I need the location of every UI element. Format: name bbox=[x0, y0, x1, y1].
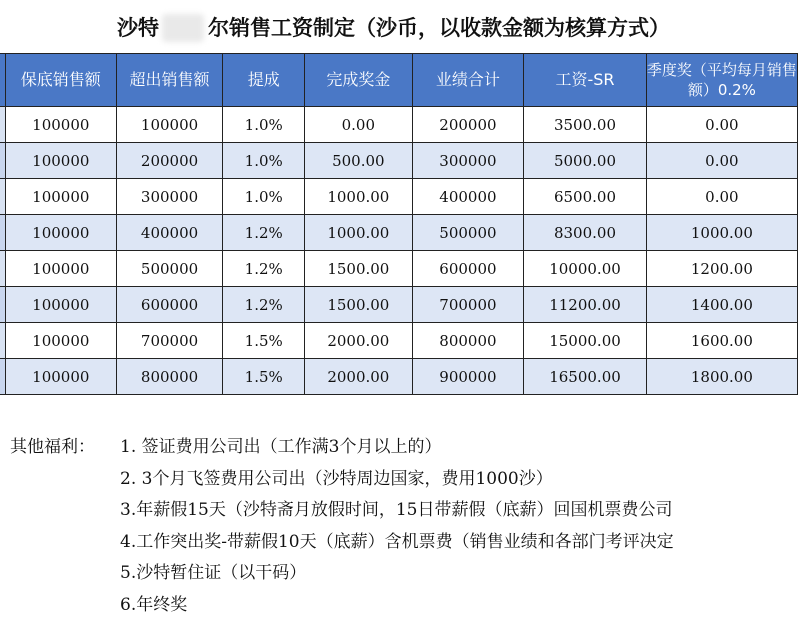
cell-total-performance: 600000 bbox=[412, 251, 524, 287]
cell-extra-sales: 400000 bbox=[116, 215, 223, 251]
cell-total-performance: 200000 bbox=[412, 107, 524, 143]
cell-base-sales: 100000 bbox=[5, 143, 116, 179]
header-base-sales: 保底销售额 bbox=[5, 54, 116, 107]
cell-quarterly-bonus: 1600.00 bbox=[646, 323, 797, 359]
cell-quarterly-bonus: 0.00 bbox=[646, 143, 797, 179]
cell-completion-bonus: 2000.00 bbox=[305, 323, 413, 359]
cell-commission: 1.5% bbox=[223, 359, 305, 395]
table-row bbox=[0, 359, 798, 395]
benefit-item: 2. 3个月飞签费用公司出（沙特周边国家，费用1000沙） bbox=[120, 468, 553, 489]
table-row bbox=[0, 215, 798, 251]
cell-total-performance: 500000 bbox=[412, 215, 524, 251]
table-row bbox=[0, 287, 798, 323]
benefits-list bbox=[120, 432, 674, 621]
cell-salary-sr: 3500.00 bbox=[524, 107, 647, 143]
cell-salary-sr: 16500.00 bbox=[524, 359, 647, 395]
cell-base-sales: 100000 bbox=[5, 215, 116, 251]
cell-base-sales: 100000 bbox=[5, 287, 116, 323]
cell-completion-bonus: 2000.00 bbox=[305, 359, 413, 395]
cell-commission: 1.0% bbox=[223, 143, 305, 179]
cell-extra-sales: 100000 bbox=[116, 107, 223, 143]
header-extra-sales: 超出销售额 bbox=[116, 54, 223, 107]
cell-total-performance: 800000 bbox=[412, 323, 524, 359]
cell-extra-sales: 800000 bbox=[116, 359, 223, 395]
benefit-item: 6.年终奖 bbox=[120, 594, 188, 615]
cell-salary-sr: 11200.00 bbox=[524, 287, 647, 323]
cell-quarterly-bonus: 1400.00 bbox=[646, 287, 797, 323]
title-part-1: 沙特 bbox=[117, 16, 159, 40]
cell-total-performance: 900000 bbox=[412, 359, 524, 395]
cell-commission: 1.2% bbox=[223, 215, 305, 251]
header-quarterly-bonus: 季度奖（平均每月销售额）0.2% bbox=[646, 54, 797, 107]
cell-commission: 1.0% bbox=[223, 179, 305, 215]
cell-extra-sales: 500000 bbox=[116, 251, 223, 287]
salary-table bbox=[0, 53, 798, 395]
table-row bbox=[0, 323, 798, 359]
cell-extra-sales: 600000 bbox=[116, 287, 223, 323]
cell-commission: 1.5% bbox=[223, 323, 305, 359]
cell-completion-bonus: 500.00 bbox=[305, 143, 413, 179]
table-row bbox=[0, 179, 798, 215]
cell-quarterly-bonus: 0.00 bbox=[646, 179, 797, 215]
cell-base-sales: 100000 bbox=[5, 179, 116, 215]
cell-quarterly-bonus: 1000.00 bbox=[646, 215, 797, 251]
cell-completion-bonus: 1500.00 bbox=[305, 251, 413, 287]
cell-commission: 1.2% bbox=[223, 287, 305, 323]
cell-base-sales: 100000 bbox=[5, 107, 116, 143]
cell-completion-bonus: 0.00 bbox=[305, 107, 413, 143]
cell-extra-sales: 200000 bbox=[116, 143, 223, 179]
header-completion-bonus: 完成奖金 bbox=[305, 54, 413, 107]
cell-commission: 1.0% bbox=[223, 107, 305, 143]
cell-completion-bonus: 1000.00 bbox=[305, 179, 413, 215]
cell-salary-sr: 10000.00 bbox=[524, 251, 647, 287]
header-commission: 提成 bbox=[223, 54, 305, 107]
benefit-item: 4.工作突出奖-带薪假10天（底薪）含机票费（销售业绩和各部门考评决定 bbox=[120, 531, 674, 552]
cell-salary-sr: 15000.00 bbox=[524, 323, 647, 359]
cell-completion-bonus: 1500.00 bbox=[305, 287, 413, 323]
table-row bbox=[0, 107, 798, 143]
cell-base-sales: 100000 bbox=[5, 323, 116, 359]
cell-completion-bonus: 1000.00 bbox=[305, 215, 413, 251]
cell-quarterly-bonus: 1800.00 bbox=[646, 359, 797, 395]
benefit-item: 1. 签证费用公司出（工作满3个月以上的） bbox=[120, 437, 442, 457]
benefit-item: 3.年薪假15天（沙特斋月放假时间，15日带薪假（底薪）回国机票费公司 bbox=[120, 500, 673, 520]
cell-total-performance: 300000 bbox=[412, 143, 524, 179]
cell-extra-sales: 300000 bbox=[116, 179, 223, 215]
cell-commission: 1.2% bbox=[223, 251, 305, 287]
benefits-label: 其他福利： bbox=[10, 437, 95, 457]
cell-salary-sr: 6500.00 bbox=[524, 179, 647, 215]
cell-extra-sales: 700000 bbox=[116, 323, 223, 359]
cell-quarterly-bonus: 0.00 bbox=[646, 107, 797, 143]
table-header-row bbox=[0, 54, 798, 107]
title-part-2: 尔销售工资制定（沙币，以收款金额为核算方式） bbox=[208, 16, 670, 40]
cell-base-sales: 100000 bbox=[5, 359, 116, 395]
cell-total-performance: 700000 bbox=[412, 287, 524, 323]
cell-salary-sr: 8300.00 bbox=[524, 215, 647, 251]
benefit-item: 5.沙特暂住证（以干码） bbox=[120, 563, 307, 583]
cell-quarterly-bonus: 1200.00 bbox=[646, 251, 797, 287]
cell-salary-sr: 5000.00 bbox=[524, 143, 647, 179]
table-row bbox=[0, 251, 798, 287]
table-row bbox=[0, 143, 798, 179]
header-salary-sr: 工资-SR bbox=[524, 54, 647, 107]
cell-total-performance: 400000 bbox=[412, 179, 524, 215]
header-total-performance: 业绩合计 bbox=[412, 54, 524, 107]
page-title bbox=[0, 6, 800, 46]
cell-base-sales: 100000 bbox=[5, 251, 116, 287]
redacted-blur bbox=[162, 14, 204, 42]
